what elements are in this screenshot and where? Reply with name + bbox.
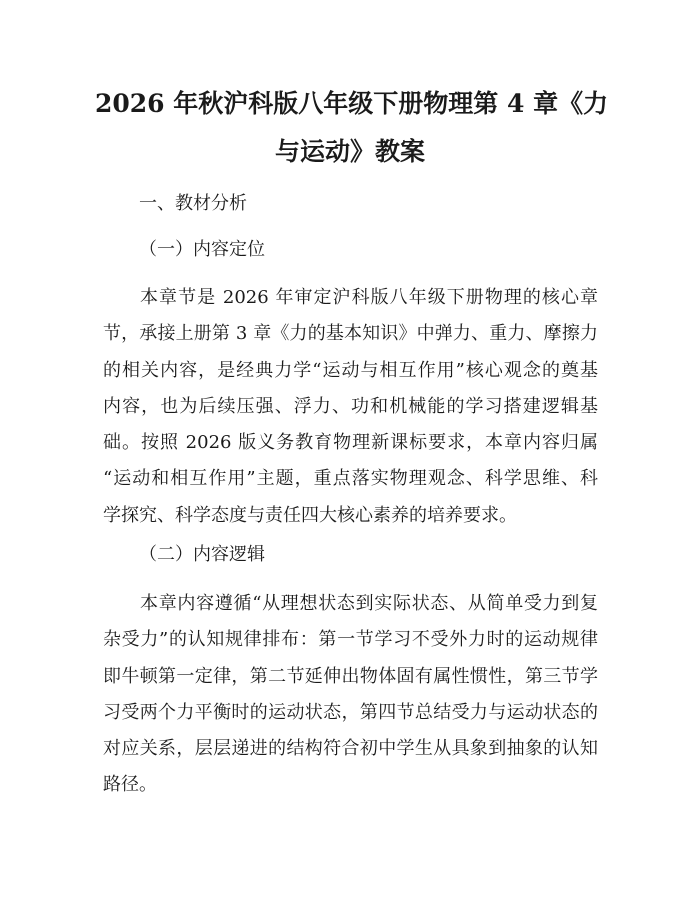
paragraph-line: 习受两个力平衡时的运动状态，第四节总结受力与运动状态的 [103, 701, 598, 723]
document-title-line-1: 2026 年秋沪科版八年级下册物理第 4 章《力 [95, 89, 609, 118]
subsection-heading-content-positioning: （一）内容定位 [139, 239, 265, 260]
subsection-heading-content-logic: （二）内容逻辑 [139, 544, 265, 565]
paragraph-line: 的相关内容，是经典力学“运动与相互作用”核心观念的奠基 [103, 359, 598, 381]
paragraph-line: 本章内容遵循“从理想状态到实际状态、从简单受力到复 [140, 593, 598, 614]
paragraph-line: 节，承接上册第 3 章《力的基本知识》中弹力、重力、摩擦力 [103, 323, 598, 345]
paragraph-line: 对应关系，层层递进的结构符合初中学生从具象到抽象的认知 [103, 738, 598, 760]
paragraph-line: 学探究、科学态度与责任四大核心素养的培养要求。 [103, 504, 517, 526]
section-heading-textbook-analysis: 一、教材分析 [139, 193, 247, 214]
paragraph-line: 础。按照 2026 版义务教育物理新课标要求，本章内容归属 [103, 432, 598, 454]
paragraph-line: 内容，也为后续压强、浮力、功和机械能的学习搭建逻辑基 [103, 395, 598, 417]
paragraph-line: 即牛顿第一定律，第二节延伸出物体固有属性惯性，第三节学 [103, 665, 598, 687]
paragraph-line: 杂受力”的认知规律排布：第一节学习不受外力时的运动规律 [103, 629, 598, 651]
paragraph-line: “运动和相互作用”主题，重点落实物理观念、科学思维、科 [103, 468, 598, 490]
paragraph-content-logic [103, 586, 598, 804]
paragraph-line: 本章节是 2026 年审定沪科版八年级下册物理的核心章 [140, 287, 598, 308]
document-title-line-2: 与运动》教案 [274, 137, 425, 166]
paragraph-line: 路径。 [103, 774, 157, 796]
paragraph-content-positioning [103, 280, 598, 534]
